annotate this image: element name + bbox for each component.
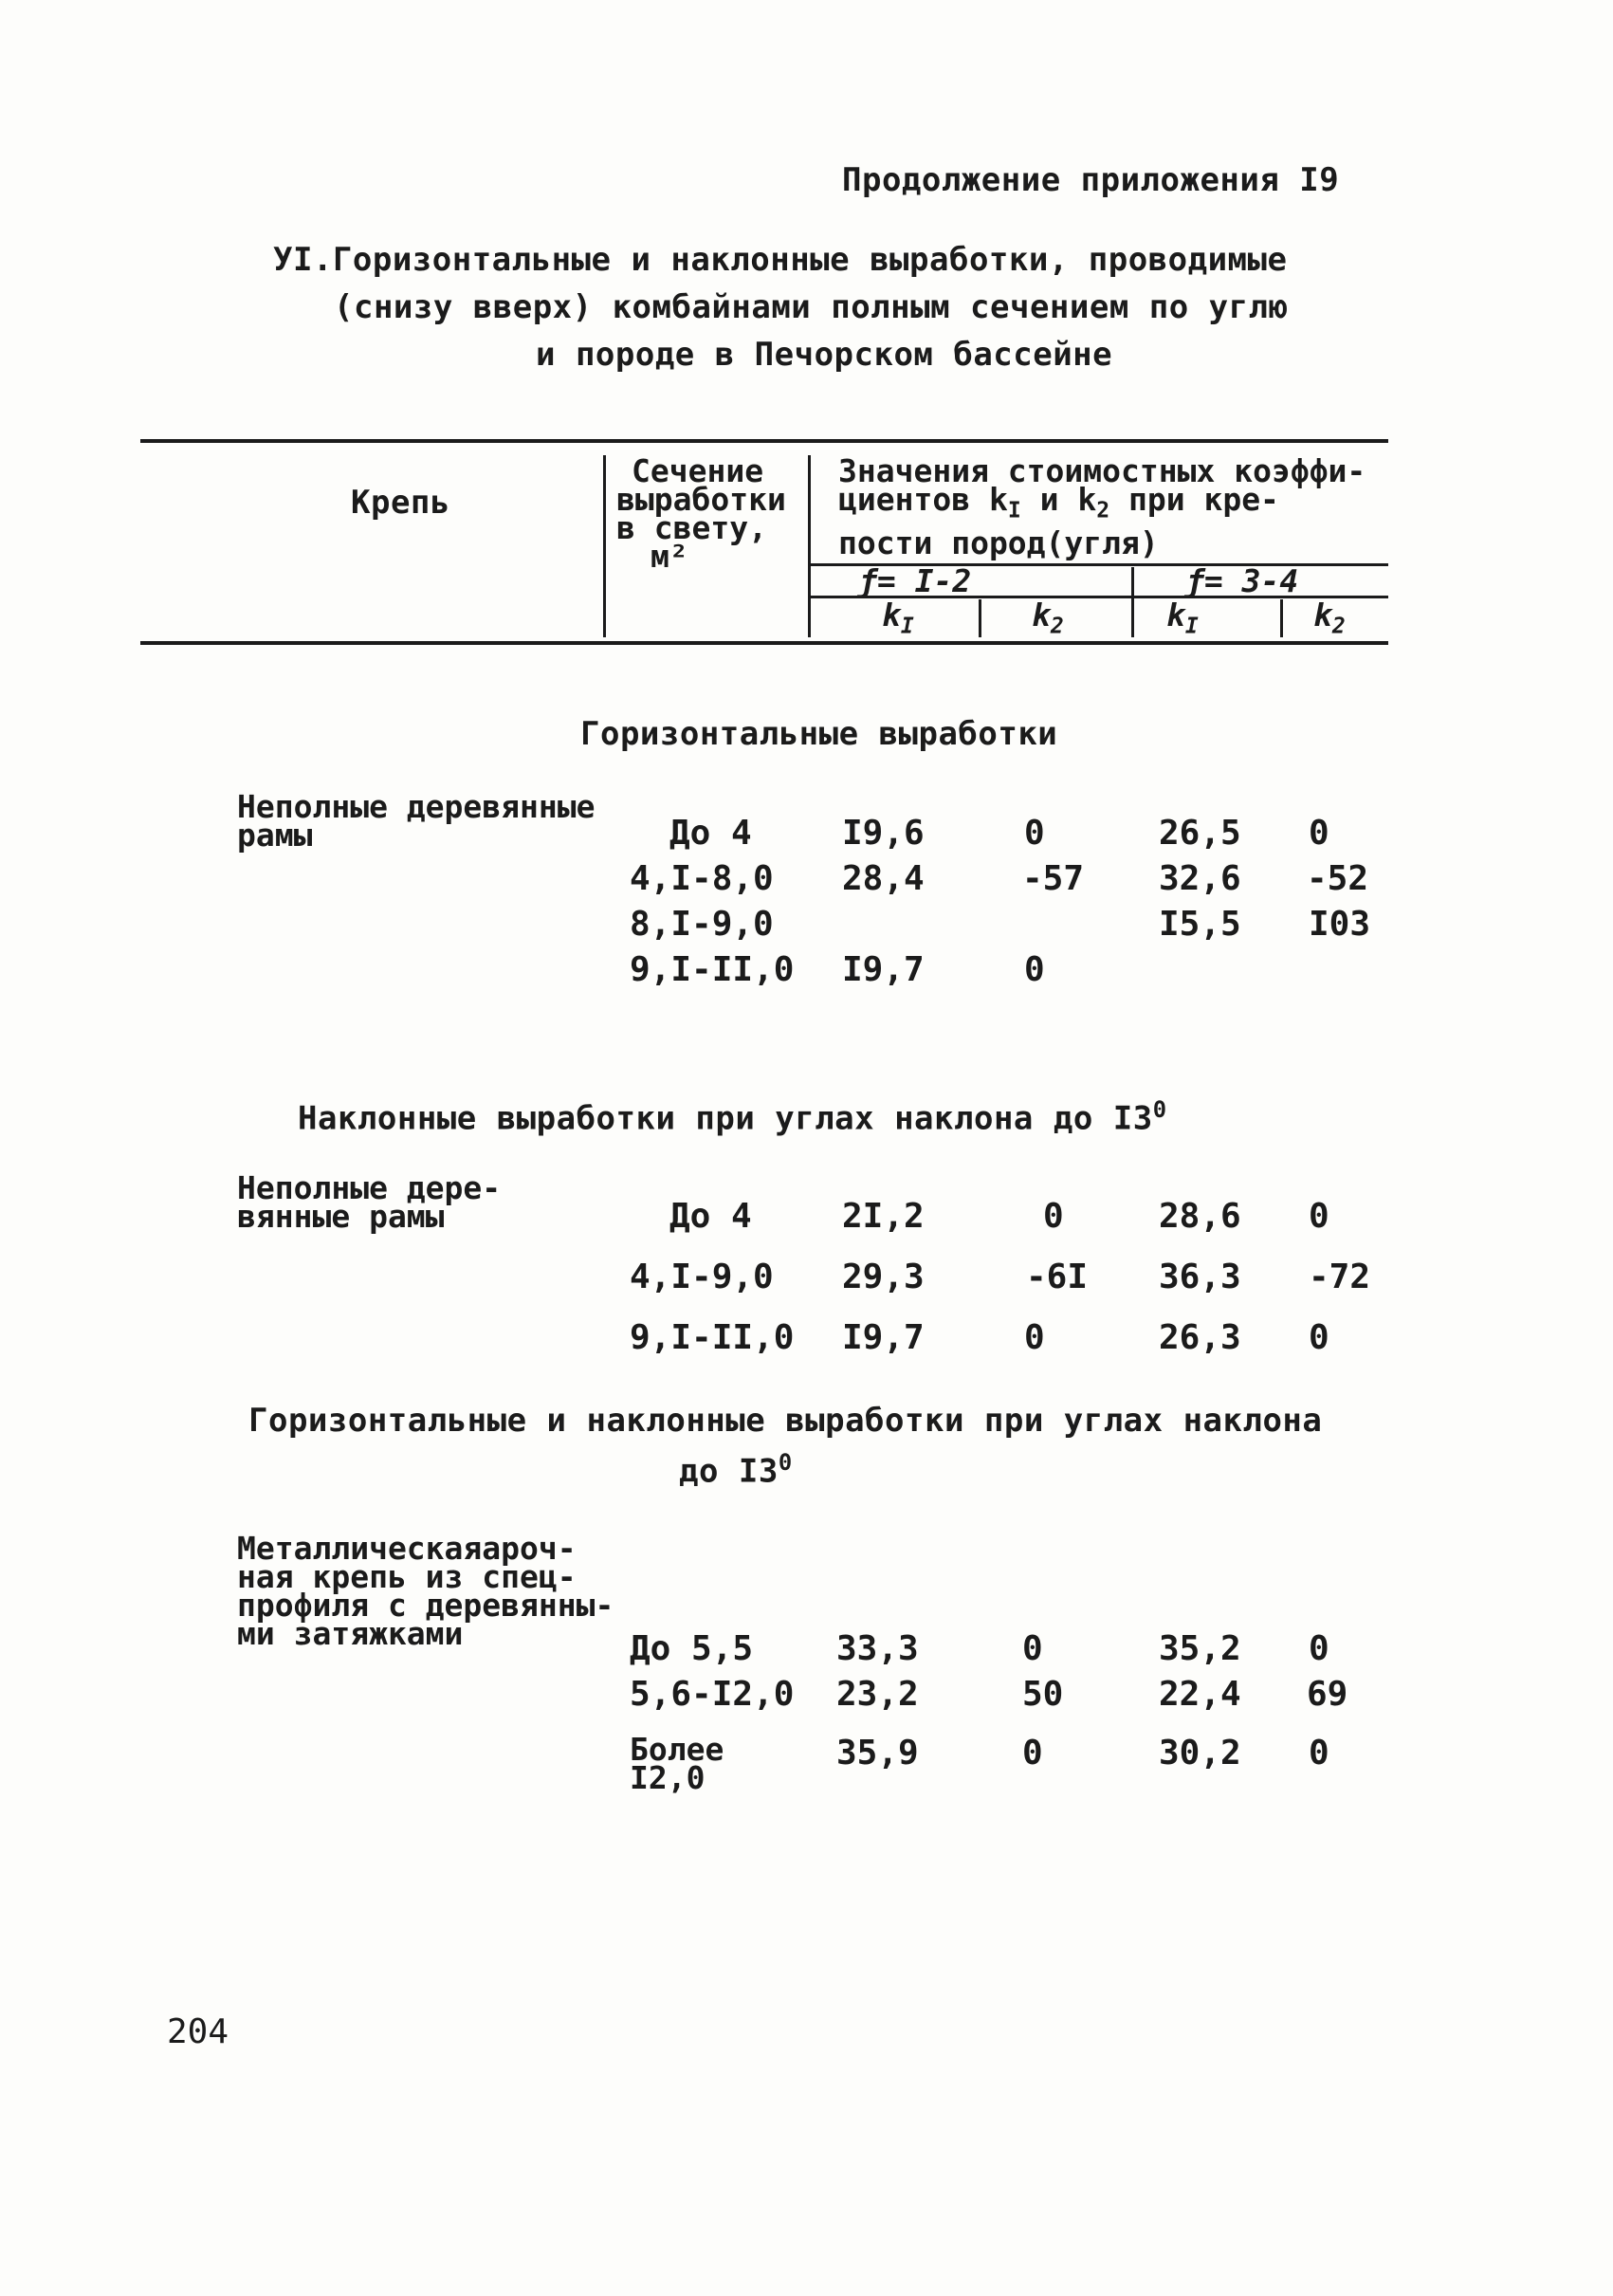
table-cell-k2-a: 0 <box>1043 1197 1064 1236</box>
section-title-line-3: и породе в Печорском бассейне <box>536 336 1113 374</box>
table-cell-sec: 4,I-9,0 <box>630 1258 774 1296</box>
table-cell-k2-a: 0 <box>1024 1318 1045 1357</box>
table-cell-k1-a: 28,4 <box>842 859 925 898</box>
section-combined-title-line-1: Горизонтальные и наклонные выработки при углах наклона <box>248 1402 1323 1440</box>
table-divider-2 <box>808 455 811 637</box>
col-header-coefficients: Значения стоимостных коэффи- циентов $k_I$ и $k_2$ при кре- пости пород(угля) <box>838 452 1366 561</box>
table-divider-fgroups <box>1131 567 1134 637</box>
table-cell-k2-b: 0 <box>1309 1318 1329 1357</box>
table-cell-k2-b: 0 <box>1309 1197 1329 1236</box>
support-type-2: Неполные дере- вянные рамы <box>237 1169 502 1235</box>
table-cell-k1-a: 29,3 <box>842 1258 925 1296</box>
table-cell-sec: 8,I-9,0 <box>630 905 774 944</box>
table-cell-k2-b: 0 <box>1309 814 1329 853</box>
continuation-label: Продолжение приложения I9 <box>842 161 1340 199</box>
table-cell-k1-b: I5,5 <box>1159 905 1241 944</box>
table-divider-k-b <box>1280 599 1283 637</box>
table-cell-sec: 4,I-8,0 <box>630 859 774 898</box>
table-cell-k1-b: 30,2 <box>1159 1734 1241 1773</box>
k1-header-b: $k_I$ <box>1166 597 1199 639</box>
table-cell-k2-a: -57 <box>1022 859 1085 898</box>
table-cell-k1-a: 23,2 <box>836 1675 919 1714</box>
table-cell-k1-b: 35,2 <box>1159 1629 1241 1668</box>
table-cell-k2-b: -72 <box>1309 1258 1371 1296</box>
table-cell-k1-a: I9,7 <box>842 1318 925 1357</box>
table-cell-k2-a: 50 <box>1022 1675 1064 1714</box>
table-cell-k2-b: 69 <box>1307 1675 1348 1714</box>
table-cell-k2-a: 0 <box>1024 814 1045 853</box>
table-cell-sec: До 5,5 <box>630 1629 754 1668</box>
table-top-rule <box>140 439 1388 443</box>
section-title-line-1: УI.Горизонтальные и наклонные выработки, проводимые <box>273 241 1288 279</box>
table-cell-k1-b: 22,4 <box>1159 1675 1241 1714</box>
page-number: 204 <box>167 2012 229 2051</box>
section-inclined-title: Наклонные выработки при углах наклона до $I3^0$ <box>298 1096 1167 1138</box>
table-cell-sec: Более I2,0 <box>630 1731 724 1796</box>
table-cell-k2-b: I03 <box>1309 905 1371 944</box>
table-cell-k2-a: 0 <box>1022 1734 1043 1773</box>
table-cell-sec: 5,6-I2,0 <box>630 1675 795 1714</box>
table-cell-k2-a: -6I <box>1026 1258 1089 1296</box>
table-cell-sec: До 4 <box>669 814 752 853</box>
k1-header-a: $k_I$ <box>882 597 914 639</box>
section-combined-title-line-2: до $I3^0$ <box>679 1449 793 1491</box>
col-header-section: Сечение выработки в свету, м² <box>616 452 786 575</box>
table-cell-k1-b: 26,5 <box>1159 814 1241 853</box>
table-cell-sec: 9,I-II,0 <box>630 1318 795 1357</box>
table-cell-k1-b: 32,6 <box>1159 859 1241 898</box>
table-divider-1 <box>603 455 606 637</box>
table-cell-k1-a: 2I,2 <box>842 1197 925 1236</box>
col-header-support: Крепь <box>351 484 450 522</box>
table-cell-k2-a: 0 <box>1022 1629 1043 1668</box>
k2-header-a: $k_2$ <box>1032 597 1064 639</box>
section-horizontal-title: Горизонтальные выработки <box>580 715 1058 753</box>
table-cell-k1-a: 33,3 <box>836 1629 919 1668</box>
table-cell-k1-b: 36,3 <box>1159 1258 1241 1296</box>
f-group-1: ƒ= I-2 <box>858 562 972 599</box>
table-divider-k-a <box>979 599 981 637</box>
k2-header-b: $k_2$ <box>1313 597 1346 639</box>
table-cell-k2-a: 0 <box>1024 950 1045 989</box>
support-type-3: Металлическаяароч- ная крепь из спец- профиля с деревянны- ми затяжками <box>237 1530 614 1652</box>
f-group-2: ƒ= 3-4 <box>1185 562 1299 599</box>
support-type-1: Неполные деревянные рамы <box>237 788 596 854</box>
table-cell-k1-a: I9,7 <box>842 950 925 989</box>
section-title-line-2: (снизу вверх) комбайнами полным сечением по углю <box>334 288 1289 326</box>
table-cell-k1-a: 35,9 <box>836 1734 919 1773</box>
table-cell-k1-a: I9,6 <box>842 814 925 853</box>
table-cell-k2-b: -52 <box>1307 859 1369 898</box>
table-cell-k2-b: 0 <box>1309 1629 1329 1668</box>
table-cell-k2-b: 0 <box>1309 1734 1329 1773</box>
table-cell-sec: До 4 <box>669 1197 752 1236</box>
table-cell-sec: 9,I-II,0 <box>630 950 795 989</box>
table-cell-k1-b: 28,6 <box>1159 1197 1241 1236</box>
table-bottom-rule <box>140 641 1388 645</box>
table-cell-k1-b: 26,3 <box>1159 1318 1241 1357</box>
